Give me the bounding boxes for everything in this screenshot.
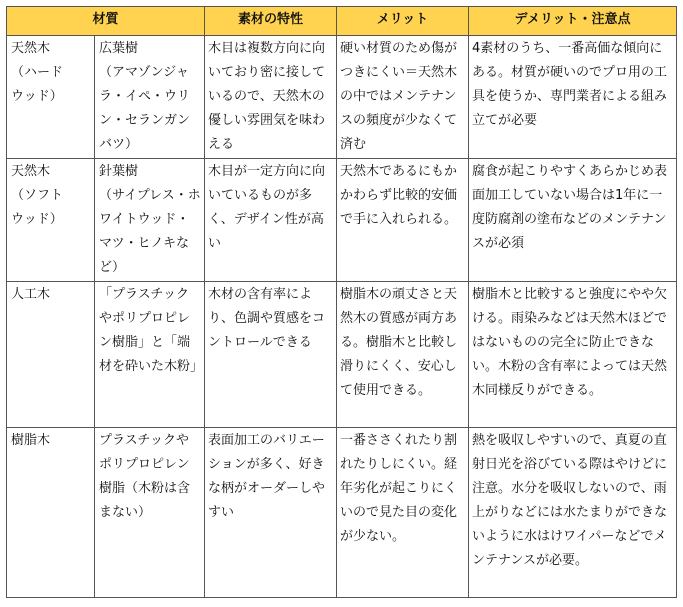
merit-cell: 天然木であるにもかかわらず比較的安価で手に入れられる。 xyxy=(337,159,469,282)
merit-cell: 一番ささくれたり割れたりしにくい。経年劣化が起こりにくいので見た目の変化が少ない。 xyxy=(337,428,469,598)
table-row xyxy=(7,428,677,598)
property-cell: 木目は複数方向に向いており密に接しているので、天然木の優しい雰囲気を味わえる xyxy=(205,36,337,159)
header-merit: メリット xyxy=(337,7,469,36)
header-row xyxy=(7,7,677,36)
material-category-cell: 樹脂木 xyxy=(7,428,95,598)
material-category-cell: 天然木 （ソフト ウッド） xyxy=(7,159,95,282)
merit-cell: 樹脂木の頑丈さと天然木の質感が両方ある。樹脂木と比較し滑りにくく、安心して使用できる。 xyxy=(337,282,469,428)
property-cell: 木目が一定方向に向いているものが多く、デザイン性が高い xyxy=(205,159,337,282)
material-subtype-cell: 針葉樹 （サイプレス・ホワイトウッド・マツ・ヒノキなど） xyxy=(95,159,205,282)
merit-cell: 硬い材質のため傷がつきにくい＝天然木の中ではメンテナンスの頻度が少なくて済む xyxy=(337,36,469,159)
property-cell: 表面加工のバリエーションが多く、好きな柄がオーダーしやすい xyxy=(205,428,337,598)
header-demerit: デメリット・注意点 xyxy=(469,7,677,36)
header-property: 素材の特性 xyxy=(205,7,337,36)
demerit-cell: 4素材のうち、一番高価な傾向にある。材質が硬いのでプロ用の工具を使うか、専門業者による組み立てが必要 xyxy=(469,36,677,159)
table-row xyxy=(7,159,677,282)
demerit-cell: 腐食が起こりやすくあらかじめ表面加工していない場合は1年に一度防腐剤の塗布などのメンテナンスが必須 xyxy=(469,159,677,282)
property-cell: 木材の含有率により、色調や質感をコントロールできる xyxy=(205,282,337,428)
material-subtype-cell: 広葉樹 （アマゾンジャラ・イペ・ウリン・セランガンバツ） xyxy=(95,36,205,159)
header-material: 材質 xyxy=(7,7,205,36)
material-category-cell: 人工木 xyxy=(7,282,95,428)
demerit-cell: 樹脂木と比較すると強度にやや欠ける。雨染みなどは天然木ほどではないものの完全に防止できない。木粉の含有率によっては天然木同様反りができる。 xyxy=(469,282,677,428)
table-row xyxy=(7,282,677,428)
material-subtype-cell: 「プラスチックやポリプロピレン樹脂」と「端材を砕いた木粉」 xyxy=(95,282,205,428)
material-subtype-cell: プラスチックやポリプロピレン樹脂（木粉は含まない） xyxy=(95,428,205,598)
table-row xyxy=(7,36,677,159)
material-category-cell: 天然木 （ハード ウッド） xyxy=(7,36,95,159)
comparison-table xyxy=(6,6,677,598)
demerit-cell: 熱を吸収しやすいので、真夏の直射日光を浴びている際はやけどに注意。水分を吸収しないので、雨上がりなどには水たまりができないように水はけワイパーなどでメンテナンスが必要。 xyxy=(469,428,677,598)
